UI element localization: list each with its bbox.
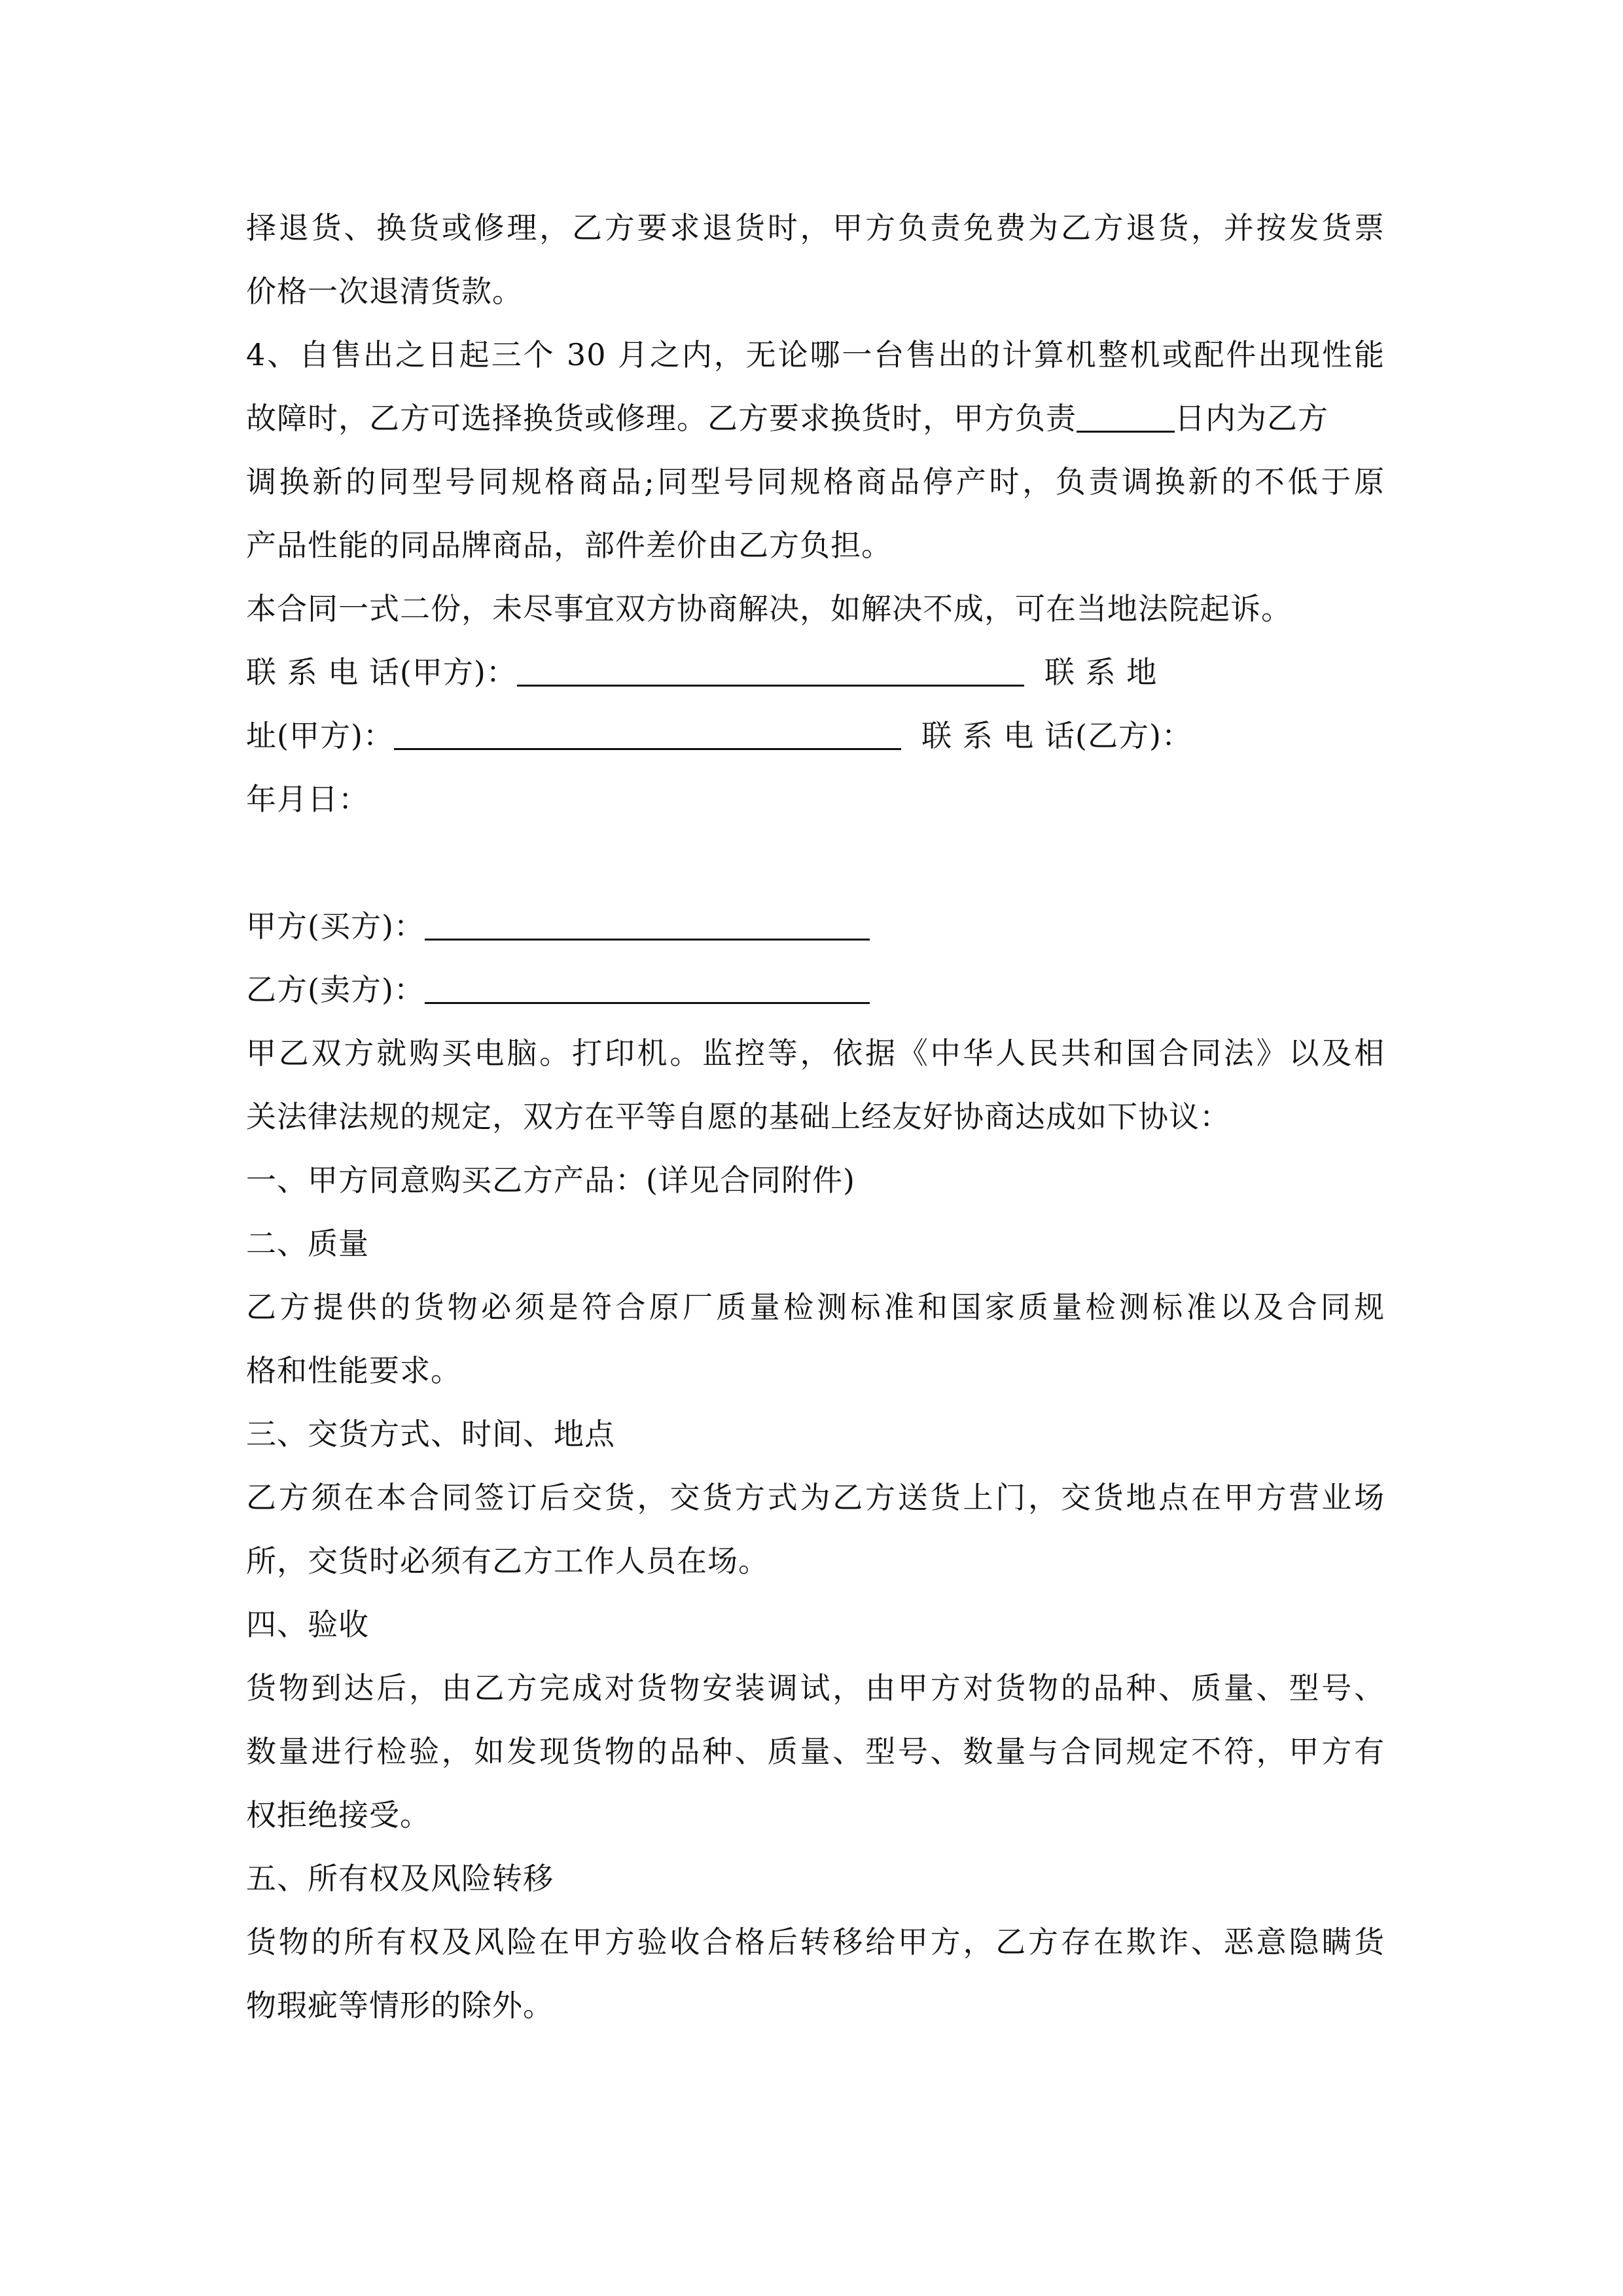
- text-line: 货物的所有权及风险在甲方验收合格后转移给甲方，乙方存在欺诈、恶意隐瞒货: [246, 1924, 1385, 1960]
- text-segment: 日内为乙方: [1175, 401, 1329, 436]
- text-line: 乙方须在本合同签订后交货，交货方式为乙方送货上门，交货地点在甲方营业场: [246, 1480, 1385, 1515]
- text-line: 关法律法规的规定，双方在平等自愿的基础上经友好协商达成如下协议：: [246, 1099, 1230, 1134]
- document-body: [246, 196, 1385, 2037]
- text-line-with-blank: [246, 387, 1385, 450]
- text-line: 调换新的同型号同规格商品;同型号同规格商品停产时，负责调换新的不低于原: [246, 464, 1385, 499]
- text-line: 产品性能的同品牌商品，部件差价由乙方负担。: [246, 528, 892, 563]
- text-line: 权拒绝接受。: [246, 1797, 431, 1833]
- party-b-blank: [425, 971, 870, 1004]
- party-a-signature-line: [246, 895, 1385, 958]
- text-line: 所，交货时必须有乙方工作人员在场。: [246, 1543, 769, 1579]
- text-line: 价格一次退清货款。: [246, 274, 523, 309]
- contact-address-label-start: 联 系 地: [1044, 655, 1158, 690]
- text-line: 货物到达后，由乙方完成对货物安装调试，由甲方对货物的品种、质量、型号、: [246, 1670, 1385, 1706]
- text-line: 择退货、换货或修理，乙方要求退货时，甲方负责免费为乙方退货，并按发货票: [246, 210, 1385, 245]
- contact-phone-party-a-label: 联 系 电 话(甲方)：: [246, 655, 517, 690]
- contact-phone-party-b-label: 联 系 电 话(乙方)：: [921, 718, 1192, 753]
- contact-address-label-end: 址(甲方)：: [246, 718, 394, 753]
- party-a-blank: [425, 907, 870, 941]
- text-line: 数量进行检验，如发现货物的品种、质量、型号、数量与合同规定不符，甲方有: [246, 1734, 1385, 1769]
- text-line: 格和性能要求。: [246, 1353, 461, 1388]
- text-line: 物瑕疵等情形的除外。: [246, 1988, 554, 2023]
- section-heading: 四、验收: [246, 1607, 369, 1642]
- party-a-label: 甲方(买方)：: [246, 908, 425, 944]
- text-segment: 故障时，乙方可选择换货或修理。乙方要求换货时，甲方负责: [246, 401, 1077, 436]
- text-line: 本合同一式二份，未尽事宜双方协商解决，如解决不成，可在当地法院起诉。: [246, 591, 1292, 626]
- contact-address-party-a-blank: [394, 717, 901, 750]
- section-heading: 二、质量: [246, 1226, 369, 1261]
- party-b-label: 乙方(卖方)：: [246, 972, 425, 1007]
- text-line: 4、自售出之日起三个 30 月之内，无论哪一台售出的计算机整机或配件出现性能: [246, 337, 1385, 372]
- party-b-signature-line: [246, 958, 1385, 1022]
- blank-gap: [246, 831, 1385, 895]
- section-heading: 三、交货方式、时间、地点: [246, 1416, 615, 1452]
- contact-phone-party-a-blank: [517, 653, 1024, 687]
- contact-line-1: [246, 641, 1385, 704]
- text-line: 乙方提供的货物必须是符合原厂质量检测标准和国家质量检测标准以及合同规: [246, 1289, 1385, 1325]
- text-line: 甲乙双方就购买电脑。打印机。监控等，依据《中华人民共和国合同法》以及相: [246, 1035, 1385, 1071]
- section-heading: 五、所有权及风险转移: [246, 1861, 554, 1896]
- contact-line-2: [246, 704, 1385, 768]
- fill-in-blank-days: [1077, 399, 1175, 433]
- section-heading: 一、甲方同意购买乙方产品：(详见合同附件): [246, 1162, 855, 1198]
- date-line: 年月日：: [246, 781, 369, 817]
